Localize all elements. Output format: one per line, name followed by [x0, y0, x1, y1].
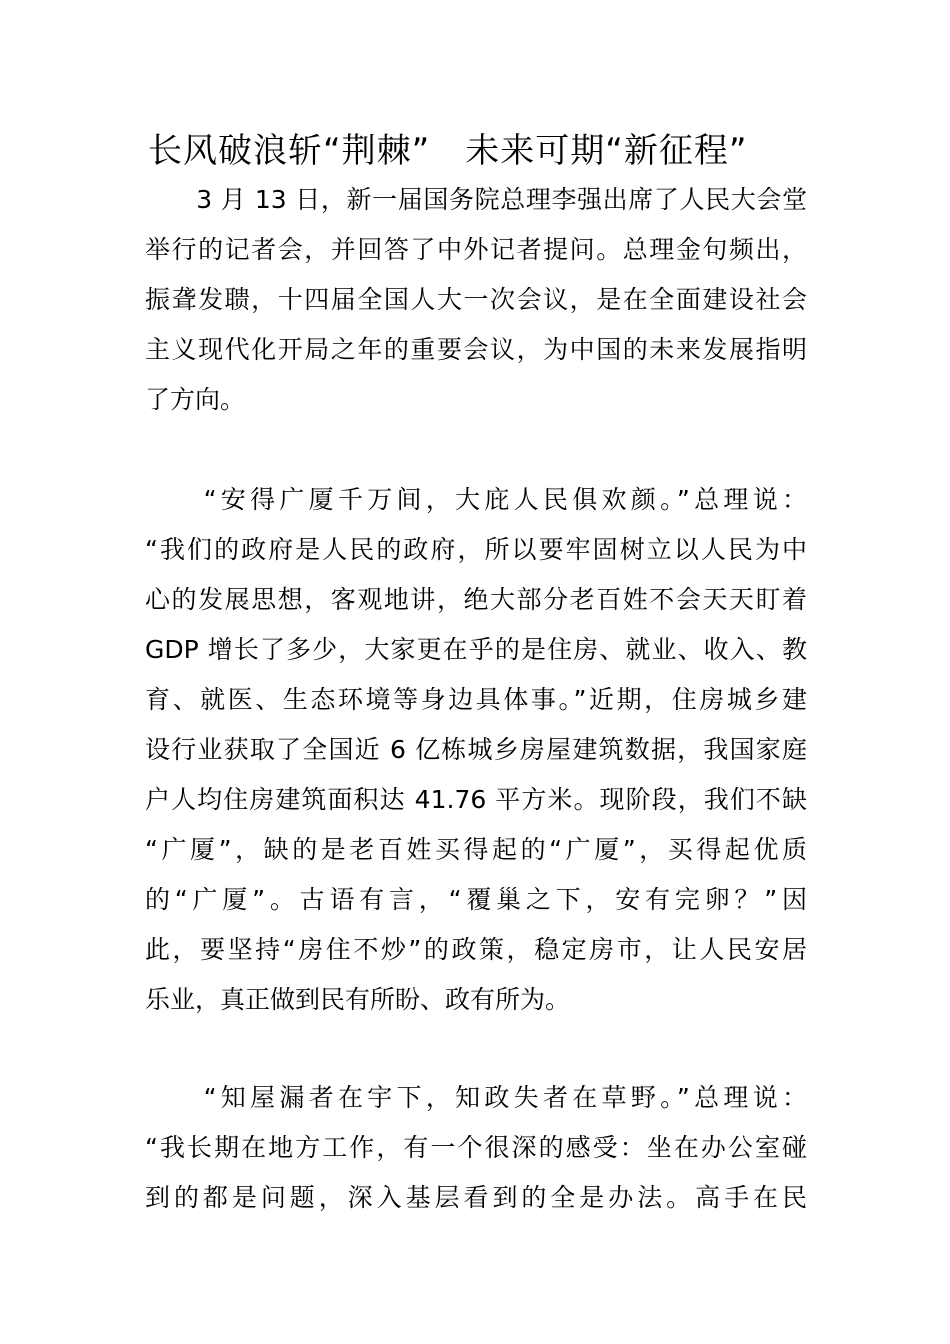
paragraph-2-line-8: “广厦”，缺的是老百姓买得起的“广厦”，买得起优质	[145, 835, 807, 864]
paragraph-1-line-2: 举行的记者会，并回答了中外记者提问。总理金句频出，	[145, 235, 807, 264]
paragraph-1-line-5: 了方向。	[145, 385, 246, 414]
paragraph-2-line-11: 乐业，真正做到民有所盼、政有所为。	[145, 985, 571, 1014]
paragraph-3-line-3: 到的都是问题，深入基层看到的全是办法。高手在民	[145, 1183, 807, 1212]
document-title: 长风破浪斩“荆棘” 未来可期“新征程”	[148, 131, 748, 171]
paragraph-3-line-1: “知屋漏者在宇下，知政失者在草野。”总理说：	[145, 1083, 807, 1112]
paragraph-3-line-2: “我长期在地方工作，有一个很深的感受：坐在办公室碰	[145, 1133, 807, 1162]
paragraph-2-line-6: 设行业获取了全国近 6 亿栋城乡房屋建筑数据，我国家庭	[145, 735, 807, 764]
paragraph-2-line-7: 户人均住房建筑面积达 41.76 平方米。现阶段，我们不缺	[145, 785, 807, 814]
paragraph-1-line-1: 3 月 13 日，新一届国务院总理李强出席了人民大会堂	[145, 185, 807, 214]
paragraph-2-line-9: 的“广厦”。古语有言，“覆巢之下，安有完卵？”因	[145, 885, 807, 914]
paragraph-2-line-2: “我们的政府是人民的政府，所以要牢固树立以人民为中	[145, 535, 807, 564]
paragraph-2-line-1: “安得广厦千万间，大庇人民俱欢颜。”总理说：	[145, 485, 807, 514]
paragraph-2-line-4: GDP 增长了多少，大家更在乎的是住房、就业、收入、教	[145, 635, 807, 664]
paragraph-2-line-5: 育、就医、生态环境等身边具体事。”近期，住房城乡建	[145, 685, 807, 714]
paragraph-1-line-4: 主义现代化开局之年的重要会议，为中国的未来发展指明	[145, 335, 807, 364]
paragraph-2-line-10: 此，要坚持“房住不炒”的政策，稳定房市，让人民安居	[145, 935, 807, 964]
paragraph-1-line-3: 振聋发聩，十四届全国人大一次会议，是在全面建设社会	[145, 285, 807, 314]
paragraph-2-line-3: 心的发展思想，客观地讲，绝大部分老百姓不会天天盯着	[145, 585, 807, 614]
